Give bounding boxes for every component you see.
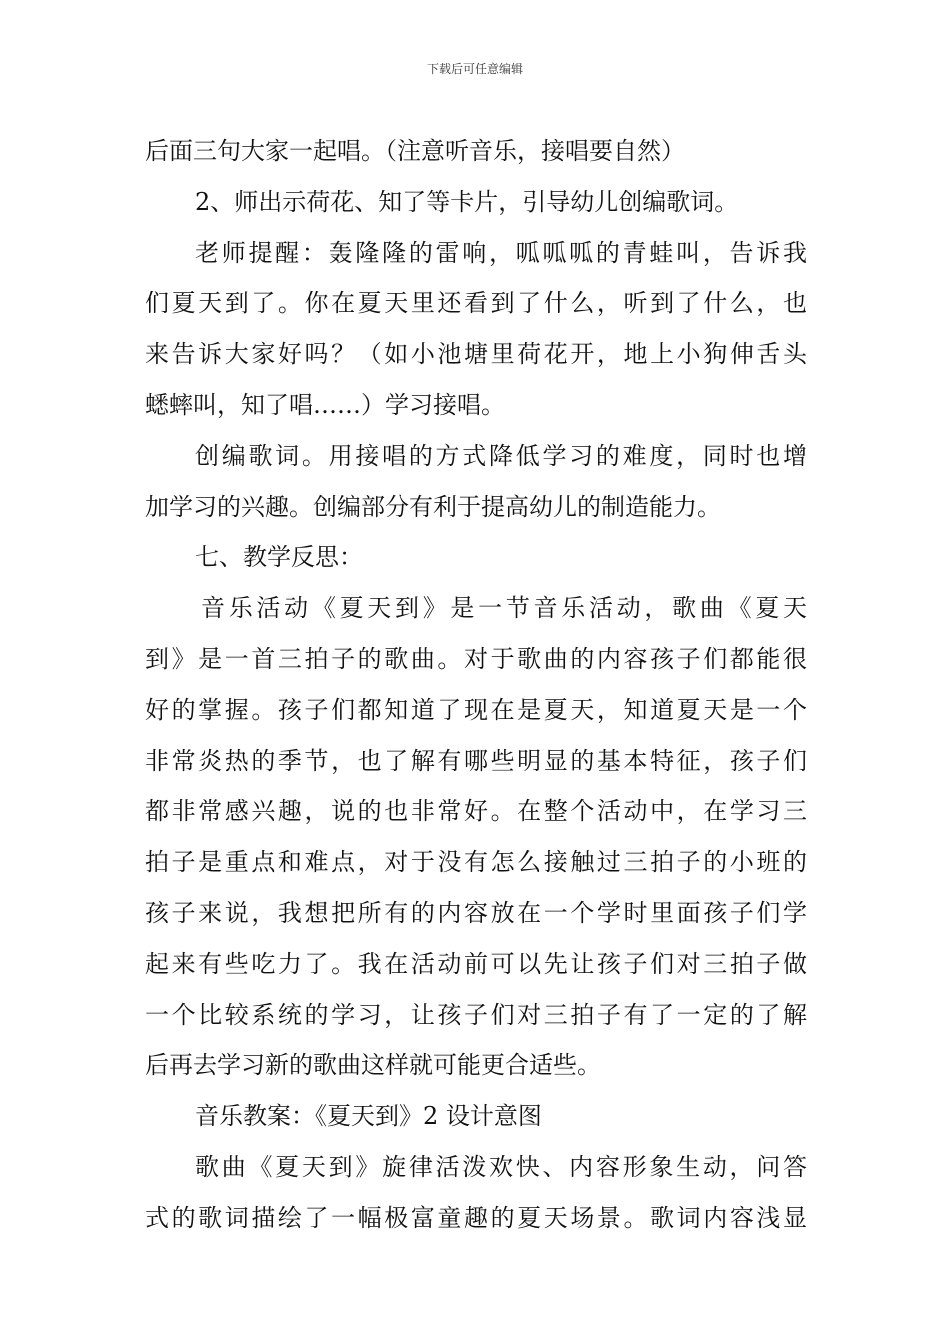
text-line: 后面三句大家一起唱。（注意听音乐，接唱要自然） <box>145 137 685 165</box>
text-line: 2、师出示荷花、知了等卡片，引导幼儿创编歌词。 <box>195 187 739 216</box>
page-header: 下载后可任意编辑 <box>426 62 523 76</box>
text-line: 到》是一首三拍子的歌曲。对于歌曲的内容孩子们都能很 <box>145 644 807 673</box>
text-line: 好的掌握。孩子们都知道了现在是夏天，知道夏天是一个 <box>145 695 807 724</box>
text-line: 孩子来说，我想把所有的内容放在一个学时里面孩子们学 <box>145 898 807 927</box>
text-line: 拍子是重点和难点，对于没有怎么接触过三拍子的小班的 <box>145 848 807 877</box>
section-heading: 七、教学反思： <box>195 543 363 572</box>
text-line: 老师提醒：轰隆隆的雷响，呱呱呱的青蛙叫，告诉我 <box>195 238 807 267</box>
text-line: 歌曲《夏天到》旋律活泼欢快、内容形象生动，问答 <box>195 1152 807 1181</box>
text-line: 来告诉大家好吗？（如小池塘里荷花开，地上小狗伸舌头 <box>145 340 807 369</box>
text-line: 非常炎热的季节，也了解有哪些明显的基本特征，孩子们 <box>145 746 807 775</box>
text-line: 都非常感兴趣，说的也非常好。在整个活动中，在学习三 <box>145 797 807 826</box>
text-line: 起来有些吃力了。我在活动前可以先让孩子们对三拍子做 <box>145 949 807 978</box>
section-heading: 音乐教案：《夏天到》2 设计意图 <box>195 1102 542 1131</box>
text-line: 蟋蟀叫，知了唱……）学习接唱。 <box>145 390 505 419</box>
text-line: 一个比较系统的学习，让孩子们对三拍子有了一定的了解 <box>145 1000 807 1029</box>
text-line: 创编歌词。用接唱的方式降低学习的难度，同时也增 <box>195 441 807 470</box>
text-line: 加学习的兴趣。创编部分有利于提高幼儿的制造能力。 <box>145 492 721 521</box>
text-line: 式的歌词描绘了一幅极富童趣的夏天场景。歌词内容浅显 <box>145 1203 807 1232</box>
document-body <box>145 126 807 1244</box>
text-line: 音乐活动《夏天到》是一节音乐活动，歌曲《夏天 <box>201 594 807 623</box>
text-line: 后再去学习新的歌曲这样就可能更合适些。 <box>145 1051 601 1080</box>
text-line: 们夏天到了。你在夏天里还看到了什么，听到了什么，也 <box>145 289 807 318</box>
